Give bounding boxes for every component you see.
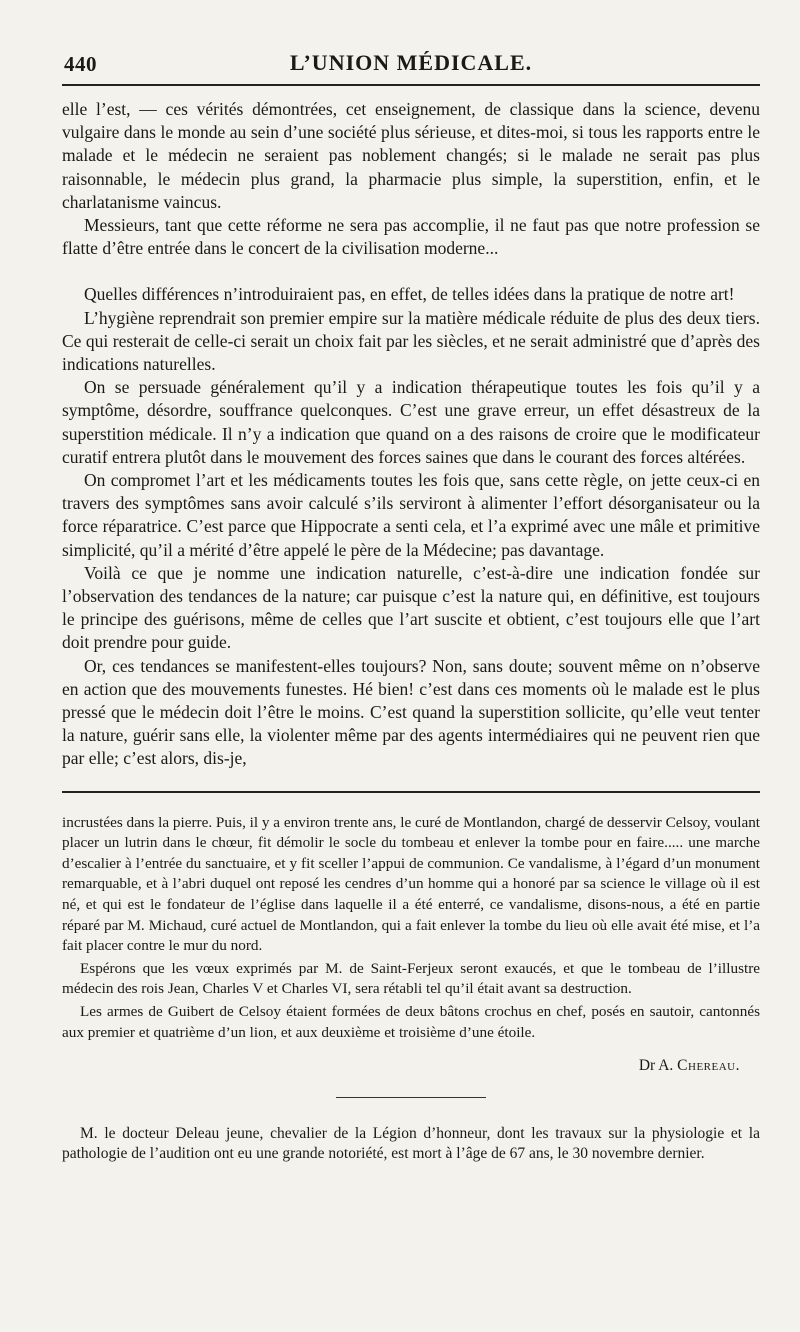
paragraph: Quelles différences n’introduiraient pas, en effet, de telles idées dans la pratique de notre art! <box>84 284 735 305</box>
obituary-notice <box>62 1124 760 1164</box>
paragraph: On compromet l’art et les médicaments toutes les fois que, sans cette règle, on jette ceux-ci en travers des symptômes sans avoir calculé s’ils serviront à alimenter l’effort désorganisateur ou la force réparatrice. C’est parce que Hippocrate a senti cela, et l’a exprimé avec une mâle et primitive simplicité, qu’il a mérité d’être appelé le père de la Médecine; pas davantage. <box>62 470 760 560</box>
paragraph: Or, ces tendances se manifestent-elles toujours? Non, sans doute; souvent même on n’observe en action que des mouvements funestes. Hé bien! c’est dans ces moments où le malade est le plus pressé que le médecin doit l’être le moins. C’est quand la superstition sollicite, qu’elle veut tenter la nature, guérir sans elle, la violenter même par des agents intermédiaires qui ne peuvent rien que par elle; c’est alors, dis-je, <box>62 655 760 769</box>
main-text <box>62 88 760 771</box>
page-header <box>62 0 760 88</box>
notice-paragraph: M. le docteur Deleau jeune, chevalier de la Légion d’honneur, dont les travaux sur la physiologie et la pathologie de l’audition ont eu une grande notoriété, est mort à l’âge de 67 ans, le 30 novembre dernier. <box>62 1125 760 1163</box>
page-number: 440 <box>64 52 97 76</box>
footnote-text <box>62 813 760 1076</box>
footnote-paragraph: incrustées dans la pierre. Puis, il y a environ trente ans, le curé de Montlandon, chargé de desservir Celsoy, voulant placer un lutrin dans le chœur, fit démolir le socle du tombeau et enlever la tombe pour en faire..... une marche d’escalier à l’entrée du sanctuaire, et y fit sceller l’appui de communion. Ce vandalisme, à l’égard d’un monument remarquable, et à l’abri duquel ont reposé les cendres d’un homme qui a honoré par sa science le village où il est né, et qui est le fondateur de l’église dans laquelle il a été enterré, ce vandalisme, disons-nous, a été en partie réparé par M. Michaud, curé actuel de Montlandon, qui a fait enlever la tombe du lieu où elle avait été mise, et l’a fait placer contre le mur du nord. <box>62 813 761 955</box>
signature <box>62 1057 760 1075</box>
signature-name: Chereau. <box>677 1057 740 1075</box>
paragraph: Voilà ce que je nomme une indication naturelle, c’est-à-dire une indication fondée sur l’observation des tendances de la nature; car puisque c’est la nature qui, en définitive, est toujours le principe des guérisons, même de celles que l’art suscite et obtient, c’est toujours elle que l’art doit prendre pour guide. <box>62 562 760 653</box>
section-divider <box>336 1097 486 1098</box>
paragraph: L’hygiène reprendrait son premier empire sur la matière médicale réduite de plus des deux tiers. Ce qui resterait de celle-ci serait un choix fait par les siècles, et ne serait administré que d’après des indications naturelles. <box>62 307 760 375</box>
paragraph: On se persuade généralement qu’il y a indication thérapeutique toutes les fois qu’il y a symptôme, désordre, souffrance quelconques. C’est une grave erreur, un effet désastreux de la superstition médicale. Il n’y a indication que quand on a des raisons de croire que le modificateur curatif entrera plutôt dans le mouvement des forces saines que dans le courant des forces altérées. <box>62 377 760 467</box>
footnote-paragraph: Espérons que les vœux exprimés par M. de Saint-Ferjeux seront exaucés, et que le tombeau de l’illustre médecin des rois Jean, Charles V et Charles VI, sera rétabli tel qu’il était avant sa destruction. <box>62 959 760 998</box>
signature-prefix: Dr A. <box>638 1057 678 1075</box>
paragraph: elle l’est, — ces vérités démontrées, cet enseignement, de classique dans la science, devenu vulgaire dans le monde au sein d’une société plus sérieuse, et dites-moi, si tous les rapports entre le malade et le médecin ne seraient pas noblement changés; si le malade ne serait pas plus raisonnable, le médecin plus grand, la pharmacie plus simple, la superstition, enfin, et le charlatanisme vaincus. <box>62 99 760 212</box>
footnote-paragraph: Les armes de Guibert de Celsoy étaient formées de deux bâtons crochus en chef, posés en sautoir, cantonnés aux premier et quatrième d’un lion, et aux deuxième et troisième d’une étoile. <box>62 1003 760 1041</box>
running-title: L’UNION MÉDICALE. <box>289 50 533 75</box>
header-rule <box>62 84 760 86</box>
footnote-rule <box>62 791 760 793</box>
paragraph: Messieurs, tant que cette réforme ne sera pas accomplie, il ne faut pas que notre profession se flatte d’être entrée dans le concert de la civilisation moderne... <box>62 215 760 259</box>
